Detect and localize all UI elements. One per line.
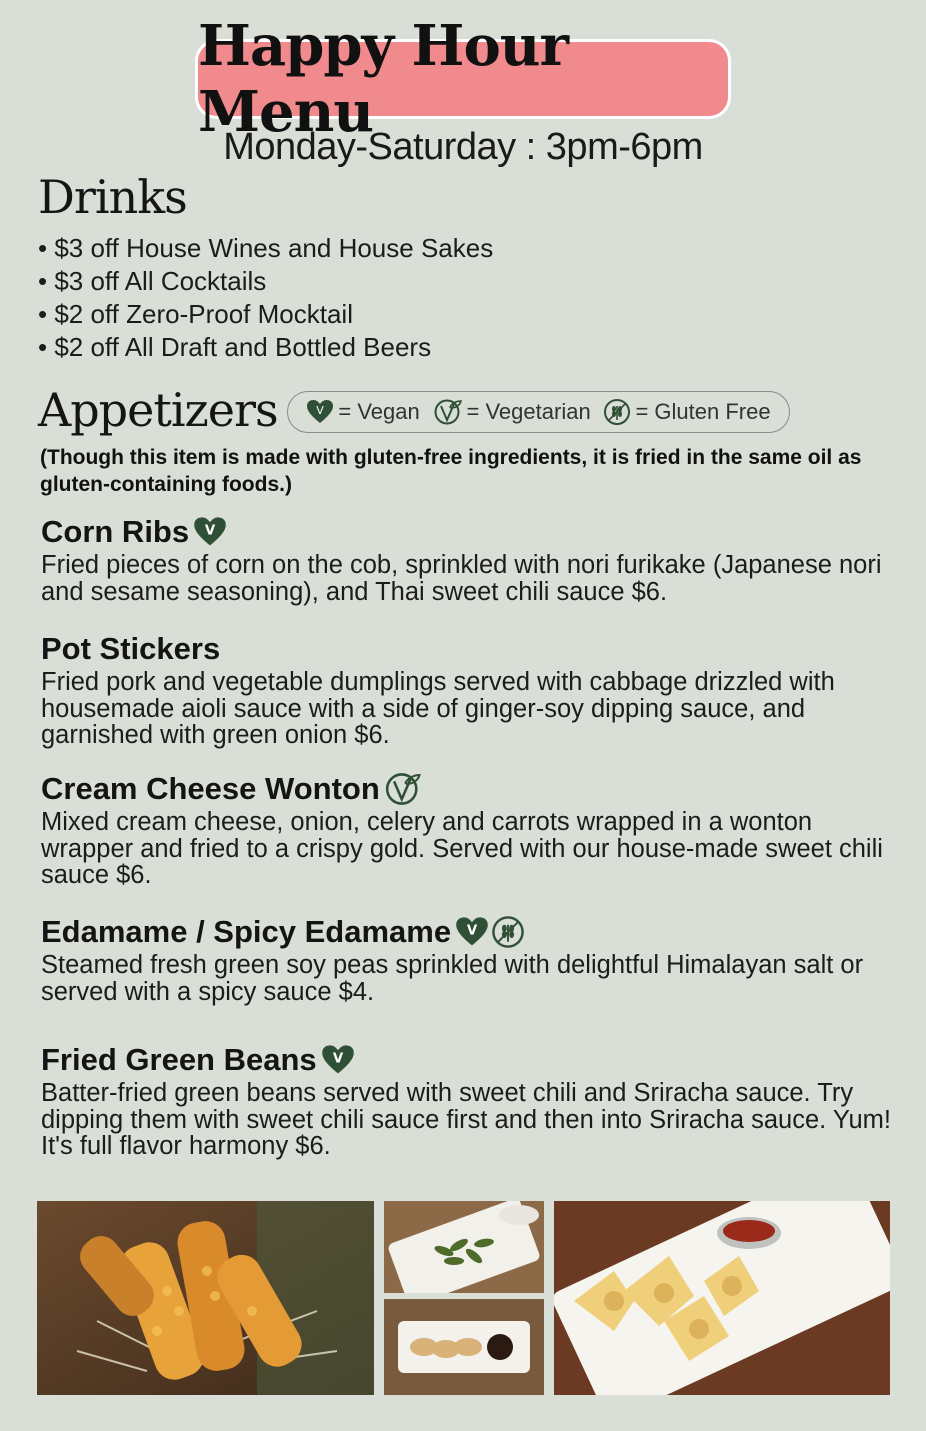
menu-item-pot-stickers <box>41 631 901 749</box>
drinks-list <box>38 232 493 364</box>
item-name: Cream Cheese Wonton <box>41 771 380 806</box>
gluten-note: (Though this item is made with gluten-free ingredients, it is fried in the same oil as gluten-containing foods.) <box>40 446 862 496</box>
item-description: Batter-fried green beans served with sweet chili and Sriracha sauce. Try dipping them with sweet chili sauce first and then into Sriracha sauce. Yum! It's full flavor harmony $6. <box>41 1079 891 1160</box>
legend-vegetarian-label: = Vegetarian <box>466 399 591 424</box>
wonton-photo <box>554 1201 890 1395</box>
legend-vegan-label: = Vegan <box>338 399 420 424</box>
gluten-free-icon <box>491 915 525 949</box>
title-banner <box>195 13 731 145</box>
vegan-icon <box>193 516 227 548</box>
legend-gluten-free-label: = Gluten Free <box>635 399 771 424</box>
diet-legend <box>287 391 790 433</box>
item-name-row <box>41 1042 901 1078</box>
menu-item-fried-green-beans <box>41 1042 901 1160</box>
legend-vegan <box>306 399 419 425</box>
item-name: Corn Ribs <box>41 514 190 549</box>
edamame-photo <box>384 1201 544 1293</box>
item-description: Fried pork and vegetable dumplings served with cabbage drizzled with housemade aioli sauce with a side of ginger-soy dipping sauce, and garnished with green onion $6. <box>41 668 835 749</box>
vegan-icon <box>321 1044 355 1076</box>
vegan-icon <box>306 399 334 425</box>
item-description: Mixed cream cheese, onion, celery and carrots wrapped in a wonton wrapper and fried to a crispy gold. Served with our house-made sweet chili sauce $6. <box>41 808 883 889</box>
svg-text:V: V <box>332 1051 343 1067</box>
item-description: Fried pieces of corn on the cob, sprinkled with nori furikake (Japanese nori and sesame seasoning), and Thai sweet chili sauce $6. <box>41 551 882 606</box>
item-name: Fried Green Beans <box>41 1042 317 1077</box>
drinks-heading: Drinks <box>38 170 187 224</box>
drink-item: • $3 off All Cocktails <box>38 266 267 296</box>
hours-text: Monday-Saturday : 3pm-6pm <box>223 126 703 168</box>
item-name-row <box>41 514 901 550</box>
vegetarian-icon <box>384 771 422 807</box>
drink-item: • $2 off All Draft and Bottled Beers <box>38 332 432 362</box>
page-title: Happy Hour Menu <box>198 13 569 145</box>
corn-ribs-photo <box>37 1201 374 1395</box>
appetizers-heading: Appetizers <box>38 383 278 437</box>
item-name-row <box>41 631 901 667</box>
drink-item: • $2 off Zero-Proof Mocktail <box>38 299 353 329</box>
vegan-icon <box>455 916 489 948</box>
svg-text:V: V <box>316 404 325 417</box>
item-name: Edamame / Spicy Edamame <box>41 914 452 949</box>
legend-gluten-free <box>603 398 770 426</box>
pot-stickers-photo <box>384 1299 544 1395</box>
item-name-row <box>41 771 901 807</box>
drink-item: • $3 off House Wines and House Sakes <box>38 233 494 263</box>
item-name: Pot Stickers <box>41 631 221 666</box>
menu-item-edamame <box>41 914 901 1005</box>
item-description: Steamed fresh green soy peas sprinkled with delightful Himalayan salt or served with a spicy sauce $4. <box>41 951 864 1006</box>
item-name-row <box>41 914 901 950</box>
vegetarian-icon <box>433 398 463 426</box>
legend-vegetarian <box>433 398 591 426</box>
menu-item-cream-cheese-wonton <box>41 771 901 889</box>
menu-item-corn-ribs <box>41 514 901 605</box>
svg-text:V: V <box>204 523 216 539</box>
svg-text:V: V <box>466 923 478 939</box>
gluten-free-icon <box>603 398 631 426</box>
